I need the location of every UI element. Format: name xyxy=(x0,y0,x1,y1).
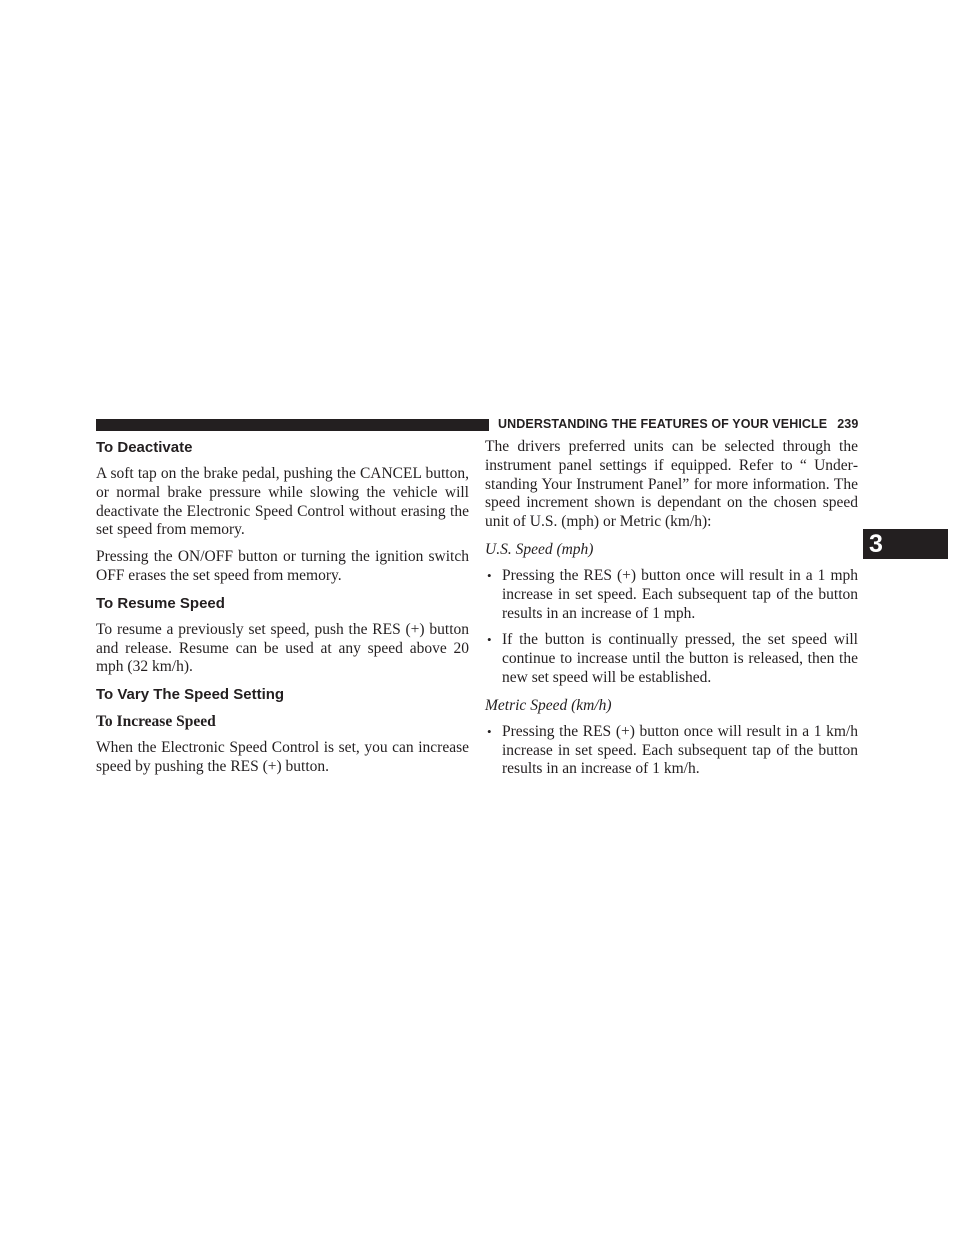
list-item xyxy=(485,723,858,779)
subheading-to-increase-speed: To Increase Speed xyxy=(96,713,216,731)
subheading-metric-speed: Metric Speed (km/h) xyxy=(485,696,612,714)
bullet-list-metric xyxy=(485,723,858,779)
list-item xyxy=(485,631,858,687)
list-item xyxy=(485,567,858,623)
paragraph: A soft tap on the brake pedal, pushing the CANCEL button, or normal brake pressure while slowing the vehicle will deactivate the Electronic Speed Control without erasing the set speed from memory. xyxy=(96,465,469,539)
subheading-us-speed: U.S. Speed (mph) xyxy=(485,540,594,558)
bullet-icon: • xyxy=(487,723,492,739)
running-header xyxy=(498,417,858,431)
list-item-text: Pressing the RES (+) button once will result in a 1 km/h increase in set speed. Each subsequent tap of the button results in an increase of 1 km/h. xyxy=(502,722,858,778)
heading-to-vary-speed-setting: To Vary The Speed Setting xyxy=(96,686,285,704)
page-number: 239 xyxy=(837,417,859,431)
bullet-list-us xyxy=(485,567,858,688)
bullet-icon: • xyxy=(487,632,492,648)
section-title: UNDERSTANDING THE FEATURES OF YOUR VEHICLE xyxy=(498,417,828,431)
list-item-text: Pressing the RES (+) button once will result in a 1 mph increase in set speed. Each subsequent tap of the button results in an increase of 1 mph. xyxy=(502,566,858,622)
chapter-tab: 3 xyxy=(863,529,948,559)
heading-to-resume-speed: To Resume Speed xyxy=(96,594,225,612)
list-item-text: If the button is continually pressed, the set speed will continue to increase until the button is released, then the new set speed will be established. xyxy=(502,631,858,686)
header-rule xyxy=(96,419,489,431)
paragraph: To resume a previously set speed, push the RES (+) button and release. Resume can be used at any speed above 20 mph (32 km/h). xyxy=(96,620,469,676)
paragraph: The drivers preferred units can be selected through the instrument panel settings if equipped. Refer to “ Understanding Your Instrument Panel” for more information. The speed increment shown is dependant on the chosen speed unit of U.S. (mph) or Metric (km/h): xyxy=(485,438,858,531)
bullet-icon: • xyxy=(487,567,492,583)
paragraph: Pressing the ON/OFF button or turning the ignition switch OFF erases the set speed from memory. xyxy=(96,548,469,584)
paragraph: When the Electronic Speed Control is set, you can increase speed by pushing the RES (+) button. xyxy=(96,739,469,775)
left-column xyxy=(96,438,469,785)
heading-to-deactivate: To Deactivate xyxy=(96,439,193,456)
right-column xyxy=(485,438,858,787)
